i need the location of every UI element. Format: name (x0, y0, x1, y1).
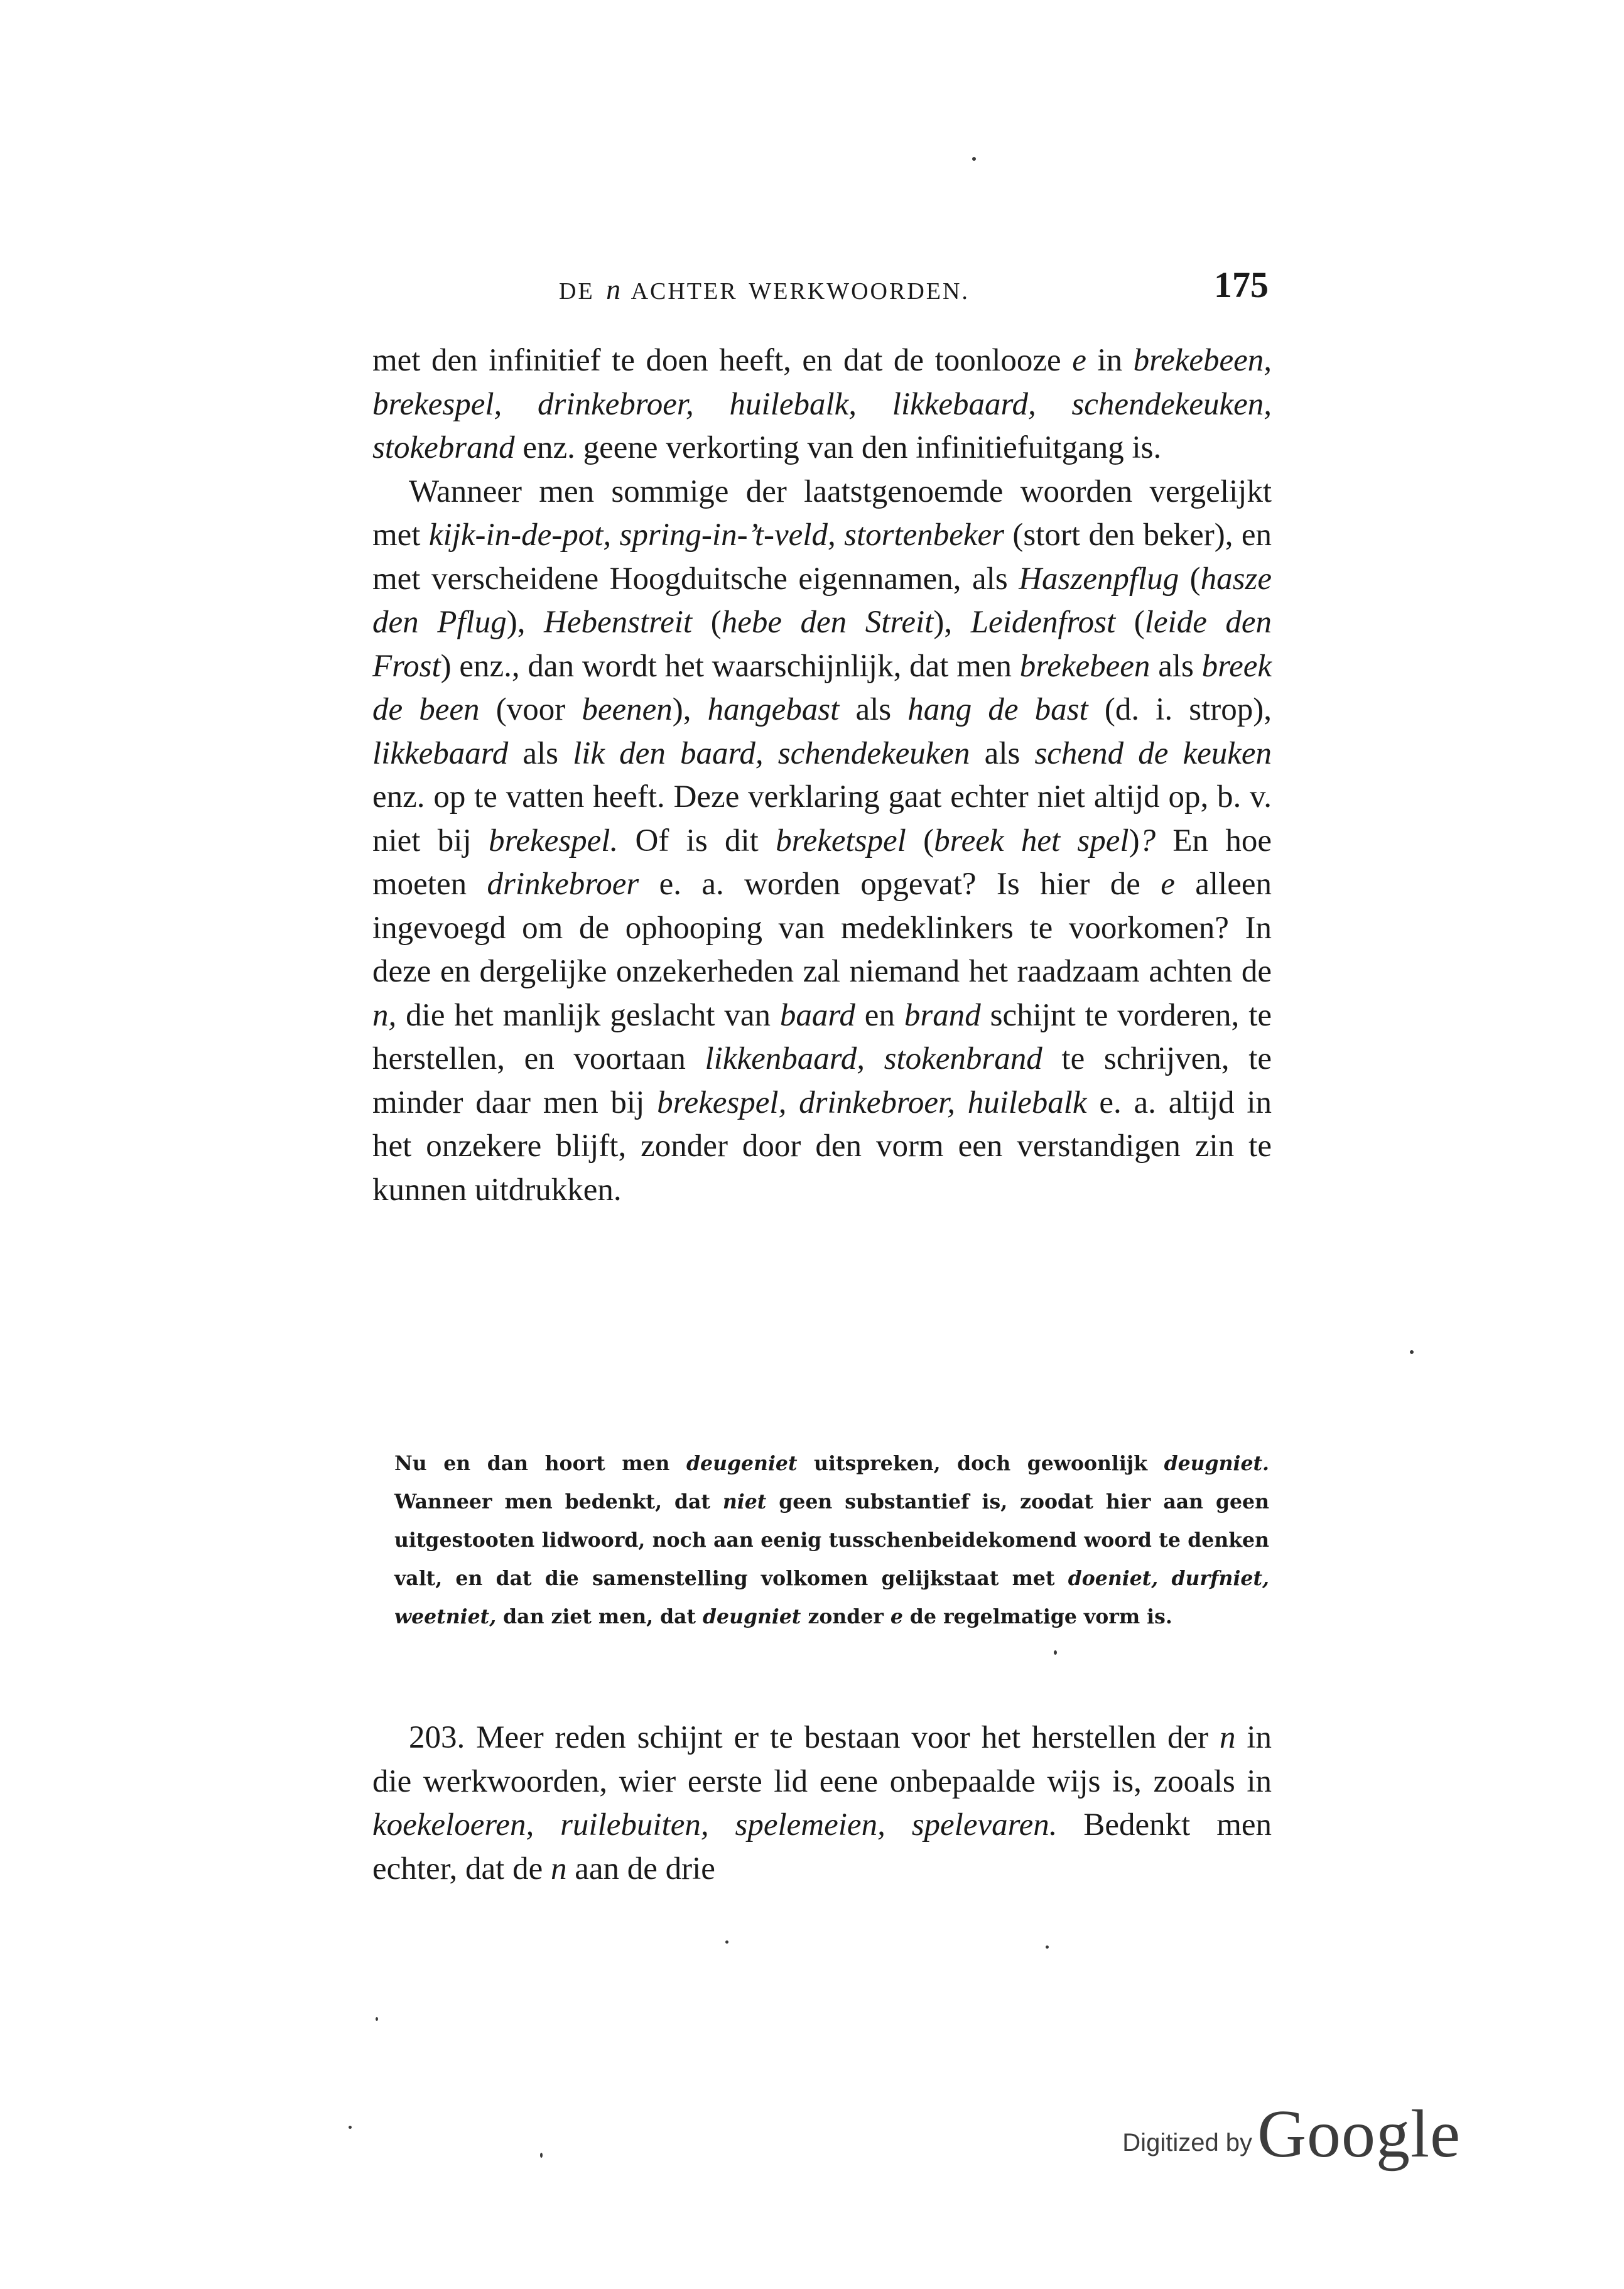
scan-speck (1046, 1945, 1049, 1949)
scan-speck (725, 1940, 728, 1944)
running-title: DE n ACHTER WERKWOORDEN. (559, 273, 970, 305)
main-text (372, 339, 1272, 1212)
footnote-paragraph: Nu en dan hoort men deugeniet uitspreken, doch gewoonlijk deugniet. Wanneer men bedenkt, dat niet geen substantief is, zoodat hier aan geen uitgestooten lidwoord, noch aan eenig tusschenbeidekomend woord te denken valt, en dat die samenstelling volkomen gelijkstaat met doeniet, durfniet, weetniet, dan ziet men, dat deugniet zonder e de regelmatige vorm is. (394, 1452, 1269, 1628)
digitized-by-label: Digitized by (1122, 2129, 1253, 2156)
scan-speck (972, 157, 976, 161)
google-logo: Google (1257, 2097, 1461, 2172)
scan-speck (540, 2153, 543, 2158)
scan-speck (376, 2017, 378, 2021)
paragraph-1: met den infinitief te doen heeft, en dat de toonlooze e in brekebeen, brekespel, drinkebroer, huilebalk, likkebaard, schendekeuken, stokebrand enz. geene verkorting van den infinitiefuitgang is. (372, 343, 1272, 465)
scan-speck (1410, 1350, 1414, 1354)
running-head (371, 264, 1269, 314)
section-203 (372, 1716, 1272, 1891)
section-paragraph: 203. Meer reden schijnt er te bestaan voor het herstellen der n in die werkwoorden, wier eerste lid eene onbepaalde wijs is, zooals in koekeloeren, ruilebuiten, spelemeien, spelevaren. Bedenkt men echter, dat de n aan de drie (372, 1720, 1272, 1886)
digitized-by-watermark (1122, 2097, 1461, 2172)
page-number: 175 (1214, 264, 1269, 305)
paragraph-2: Wanneer men sommige der laatstgenoemde woorden vergelijkt met kijk-in-de-pot, spring-in-’t-veld, stortenbeker (stort den beker), en met verscheidene Hoogduitsche eigennamen, als Haszenpflug (hasze den Pflug), Hebenstreit (hebe den Streit), Leidenfrost (leide den Frost) enz., dan wordt het waarschijnlijk, dat men brekebeen als breek de been (voor beenen), hangebast als hang de bast (d. i. strop), likkebaard als lik den baard, schendekeuken als schend de keuken enz. op te vatten heeft. Deze verklaring gaat echter niet altijd op, b. v. niet bij brekespel. Of is dit breketspel (breek het spel)? En hoe moeten drinkebroer e. a. worden opgevat? Is hier de e alleen ingevoegd om de ophooping van medeklinkers te voorkomen? In deze en dergelijke onzekerheden zal niemand het raadzaam achten de n, die het manlijk geslacht van baard en brand schijnt te vorderen, te herstellen, en voortaan likkenbaard, stokenbrand te schrijven, te minder daar men bij brekespel, drinkebroer, huilebalk e. a. altijd in het onzekere blijft, zonder door den vorm een verstandigen zin te kunnen uitdrukken. (372, 473, 1272, 1208)
footnote (394, 1444, 1269, 1636)
scan-speck (1054, 1650, 1057, 1655)
scan-speck (349, 2126, 352, 2129)
